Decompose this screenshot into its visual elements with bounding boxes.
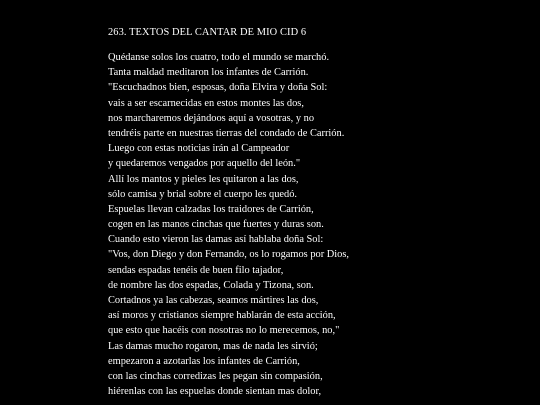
poem-line: con las cinchas corredizas les pegan sin compasión, bbox=[108, 370, 323, 382]
poem-line: sólo camisa y brial sobre el cuerpo les quedó. bbox=[108, 188, 297, 200]
poem-line: "Vos, don Diego y don Fernando, os lo rogamos por Dios, bbox=[108, 249, 350, 261]
poem-line: tendréis parte en nuestras tierras del condado de Carrión. bbox=[108, 127, 345, 139]
poem-line: "Escuchadnos bien, esposas, doña Elvira y doña Sol: bbox=[108, 82, 328, 94]
poem-line: así moros y cristianos siempre hablarán de esta acción, bbox=[108, 310, 336, 322]
poem-line: Tanta maldad meditaron los infantes de Carrión. bbox=[108, 67, 309, 79]
poem-line: sendas espadas tenéis de buen filo tajador, bbox=[108, 264, 284, 276]
poem-line: hiérenlas con las espuelas donde sientan mas dolor, bbox=[108, 386, 322, 398]
poem-line: Espuelas llevan calzadas los traidores de Carrión, bbox=[108, 203, 314, 215]
poem-line: y quedaremos vengados por aquello del león." bbox=[108, 158, 301, 170]
poem-line: Luego con estas noticias irán al Campeador bbox=[108, 143, 290, 155]
poem-line: Cortadnos ya las cabezas, seamos mártires las dos, bbox=[108, 295, 319, 306]
poem-line: cogen en las manos cinchas que fuertes y duras son. bbox=[108, 219, 324, 231]
poem-line: Allí los mantos y pieles les quitaron a las dos, bbox=[108, 173, 299, 185]
poem-line: vais a ser escarnecidas en estos montes las dos, bbox=[108, 97, 304, 109]
poem-line: que esto que hacéis con nosotras no lo merecemos, no," bbox=[108, 325, 340, 337]
poem-line: Las damas mucho rogaron, mas de nada les sirvió; bbox=[108, 340, 318, 352]
poem-line: Quédanse solos los cuatro, todo el mundo se marchó. bbox=[108, 52, 330, 63]
poem-line: nos marcharemos dejándoos aquí a vosotras, y no bbox=[108, 112, 315, 124]
poem-line: de nombre las dos espadas, Colada y Tizona, son. bbox=[108, 279, 314, 291]
poem-line: Cuando esto vieron las damas así hablaba doña Sol: bbox=[108, 234, 324, 246]
document-heading: 263. TEXTOS DEL CANTAR DE MIO CID 6 bbox=[108, 27, 307, 38]
poem-line: empezaron a azotarlas los infantes de Carrión, bbox=[108, 355, 300, 367]
poem-text-block bbox=[108, 50, 349, 399]
